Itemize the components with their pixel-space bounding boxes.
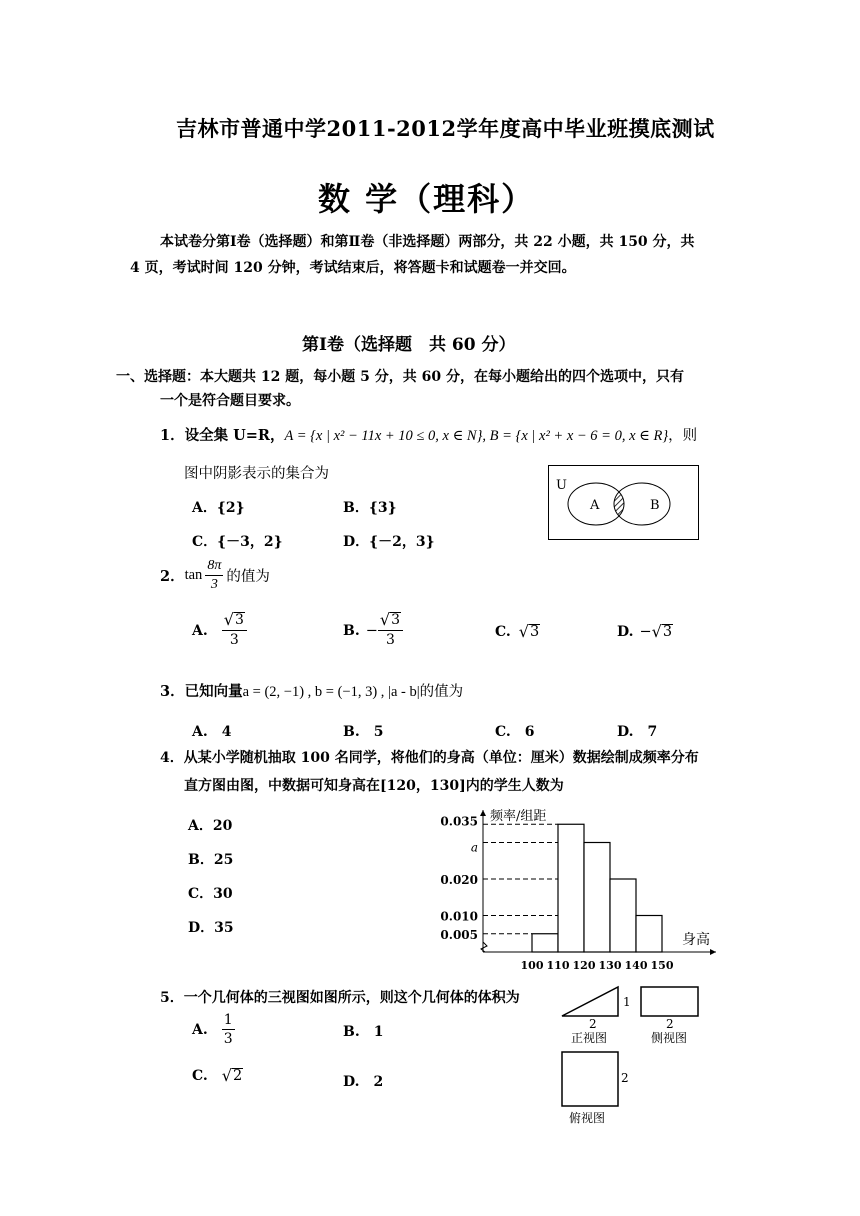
histogram-bar [636,916,662,953]
q2-option-b-radicand: 3 [391,612,400,628]
top-view-label: 俯视图 [569,1111,606,1125]
q1-suffix: ，则 [668,428,698,444]
histogram-x-tick-label: 120 [572,959,596,972]
q2-option-a-value: √ 3 3 [222,612,247,649]
intro-line-1: 本试卷分第Ⅰ卷（选择题）和第Ⅱ卷（非选择题）两部分，共 22 小题，共 150 分，共 [160,234,695,250]
q2-suffix: 的值为 [226,569,270,585]
three-views-diagram [555,982,715,1128]
histogram-chart [430,806,730,976]
q5-option-b: B. 1 [343,1024,384,1040]
q2-option-a-radicand: 3 [234,612,244,628]
histogram-x-tick-label: 140 [624,959,648,972]
subject-title: 数 学（理科） [318,180,536,218]
venn-label-a: A [590,498,600,513]
q5-option-c-radicand: 2 [232,1068,243,1084]
front-view-triangle [562,987,618,1016]
histogram-y-tick-label: 0.035 [440,814,478,829]
q2-option-d: D. − √ 3 [617,622,673,641]
q2-option-b-value: √ 3 3 [378,612,403,649]
histogram-x-tick-label: 130 [598,959,622,972]
top-view-height-label: 2 [621,1071,629,1085]
q4-line-1: 4．从某小学随机抽取 100 名同学，将他们的身高（单位：厘米）数据绘制成频率分布 [160,750,699,766]
q4-option-d: D．35 [188,920,234,936]
q2-option-a [192,612,247,649]
venn-diagram [548,465,700,541]
q2-option-c-label: C. [495,624,511,640]
q4-option-c: C．30 [188,886,233,902]
q5-option-c-label: C. [192,1068,208,1084]
q1-option-b: B．{3} [343,500,397,516]
q4-option-b: B．25 [188,852,234,868]
histogram-bar [610,879,636,952]
histogram-xlabel: 身高 [682,932,710,948]
q3-option-c: C. 6 [495,724,535,740]
histogram-y-tick-label: 0.010 [440,909,478,924]
histogram-bar [532,934,558,952]
histogram-ylabel: 频率/组距 [490,809,547,824]
q4-line-2: 直方图由图，中数据可知身高在[120，130]内的学生人数为 [184,778,564,794]
q2-stem [160,557,270,594]
q2-option-a-label: A. [192,622,208,639]
q1-option-a: A．{2} [192,500,245,516]
venn-label-b: B [650,498,660,513]
histogram-bar [558,824,584,952]
histogram-x-tick-label: 150 [650,959,674,972]
q2-fraction [205,557,223,594]
exam-title: 吉林市普通中学2011-2012学年度高中毕业班摸底测试 [176,116,715,141]
q3-stem [160,680,463,701]
q5-option-d: D. 2 [343,1074,384,1090]
q2-option-a-den: 3 [229,632,239,648]
histogram-bar [584,843,610,953]
q1-line2: 图中阴影表示的集合为 [184,466,329,482]
top-view-square [562,1052,618,1106]
q2-option-b [343,612,403,649]
side-view-width-label: 2 [666,1017,674,1031]
front-view-label: 正视图 [571,1031,608,1045]
q5-option-a-num: 1 [223,1012,233,1028]
side-view-rect [641,987,698,1016]
front-view-width-label: 2 [589,1017,597,1031]
q2-option-b-label: B. [343,622,360,639]
q2-option-d-label: D. [617,624,634,640]
q1-stem [160,424,697,445]
q5-option-a [192,1011,235,1048]
q2-fraction-numerator: 8π [205,557,223,576]
q3-option-b: B. 5 [343,724,384,740]
venn-label-u: U [556,478,567,493]
q5-option-c: C. √ 2 [192,1066,243,1085]
q1-option-c: C．{－3，2} [192,534,283,550]
q2-option-c-radicand: 3 [529,624,540,640]
q3-prefix: 3．已知向量 [160,683,243,700]
q1-prefix: 1．设全集 U=R， [160,427,285,444]
side-view-label: 侧视图 [651,1031,688,1045]
q1-formula: A = {x | x² − 11x + 10 ≤ 0, x ∈ N}, B = {x | x² + x − 6 = 0, x ∈ R} [284,428,669,444]
intro-line-2: 4 页，考试时间 120 分钟，考试结束后，将答题卡和试题卷一并交回。 [130,260,576,276]
histogram-x-tick-label: 110 [546,959,570,972]
q3-suffix: 的值为 [419,684,464,700]
histogram-axis-break [481,942,487,952]
q2-option-c: C. √ 3 [495,622,540,641]
q5-stem: 5．一个几何体的三视图如图所示，则这个几何体的体积为 [160,990,520,1006]
front-view-height-label: 1 [623,995,631,1009]
histogram-y-tick-label: a [470,840,478,855]
q2-fraction-denominator: 3 [210,577,218,592]
section-title: 第Ⅰ卷（选择题 共 60 分） [302,335,516,355]
instruction-line-2: 一个是符合题目要求。 [160,393,300,409]
q3-option-a: A. 4 [192,724,232,740]
q4-option-a: A．20 [188,818,233,834]
q5-option-a-label: A. [192,1021,208,1038]
q2-number: 2． [160,568,185,585]
q2-option-d-radicand: 3 [662,624,673,640]
q2-option-b-sign: − [365,622,378,639]
q2-option-d-sign: − [639,624,652,640]
q5-option-a-den: 3 [223,1031,233,1047]
q3-formula: a = (2, −1) , b = (−1, 3) , |a - b| [242,684,420,700]
histogram-y-tick-label: 0.005 [440,927,478,942]
histogram-x-tick-label: 100 [520,959,544,972]
q5-option-a-fraction [222,1011,235,1048]
q3-option-d: D. 7 [617,724,658,740]
q1-option-d: D．{－2，3} [343,534,435,550]
histogram-y-tick-label: 0.020 [440,873,478,887]
q2-option-b-den: 3 [385,632,395,648]
instruction-line-1: 一、选择题：本大题共 12 题，每小题 5 分，共 60 分，在每小题给出的四个选项中，只有 [116,369,684,385]
q2-tan: tan [184,567,203,583]
